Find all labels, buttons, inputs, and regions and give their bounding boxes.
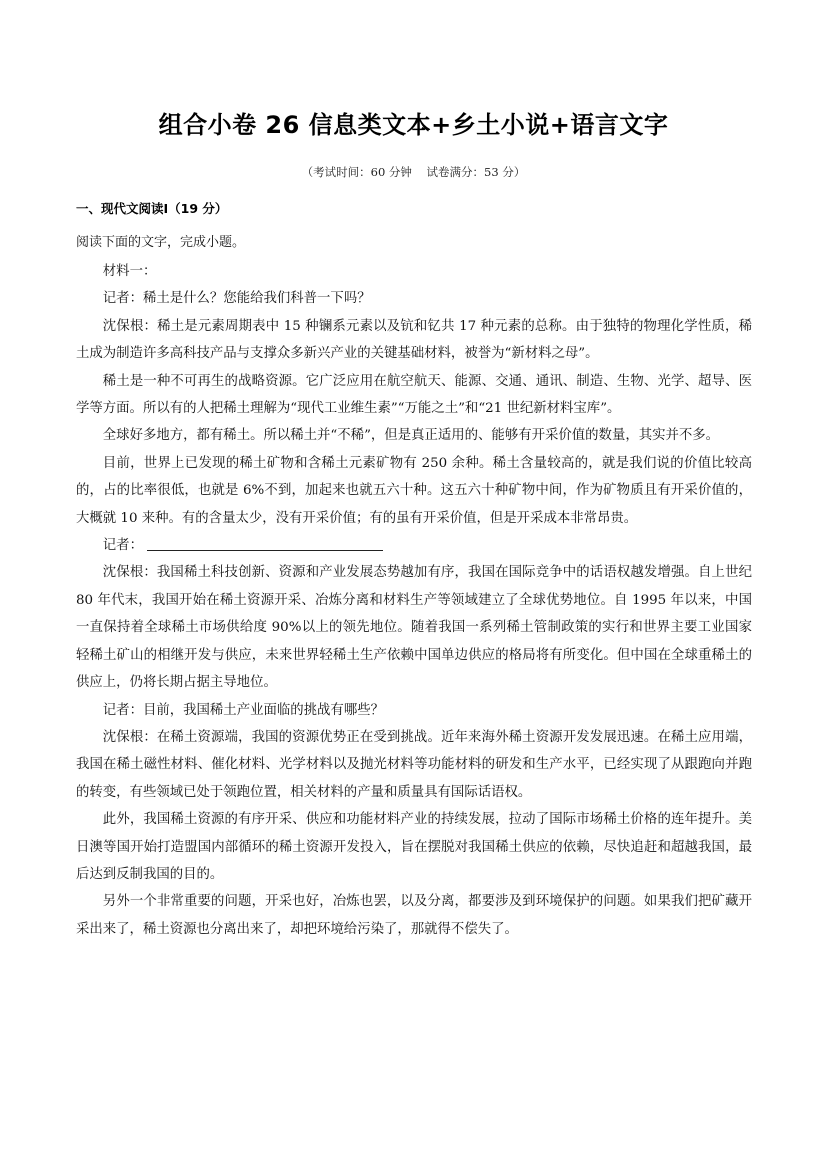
material-label: 材料一： (102, 264, 157, 279)
passage-paragraph-9: 此外，我国稀土资源的有序开采、供应和功能材料产业的持续发展，拉动了国际市场稀土价格的连年提升。美日澳等国开始打造盟国内部循环的稀土资源开发投入，旨在摆脱对我国稀土供应的依赖，尽快追赶和超越我国，最后达到反制我国的目的。 (76, 812, 752, 882)
passage-paragraph-8: 沈保根：在稀土资源端，我国的资源优势正在受到挑战。近年来海外稀土资源开发发展迅速。在稀土应用端，我国在稀土磁性材料、催化材料、光学材料以及抛光材料等功能材料的研发和生产水平，已经实现了从跟跑向并跑的转变，有些领域已处于领跑位置，相关材料的产量和质量具有国际话语权。 (76, 729, 752, 800)
passage-paragraph-2: 沈保根：稀土是元素周期表中 15 种镧系元素以及钪和钇共 17 种元素的总称。由于独特的物理化学性质，稀土成为制造许多高科技产品与支撑众多新兴产业的关键基础材料，被誉为“新材料之母”。 (76, 318, 752, 362)
passage-paragraph-5: 目前，世界上已发现的稀土矿物和含稀土元素矿物有 250 余种。稀土含量较高的，就是我们说的价值比较高的，占的比率很低，也就是 6%不到，加起来也就五六十种。这五六十种矿物中间，作为矿物质且有开采价值的，大概就 10 来种。有的含量太少，没有开采价值；有的虽有开采价值，但是开采成本非常昂贵。 (76, 455, 752, 526)
exam-info: （考试时间：60 分钟 试卷满分：53 分） (301, 165, 526, 179)
passage-paragraph-4: 全球好多地方，都有稀土。所以稀土并“不稀”，但是真正适用的、能够有开采价值的数量，其实并不多。 (102, 428, 720, 444)
passage-paragraph-10: 另外一个非常重要的问题，开采也好，冶炼也罢，以及分离，都要涉及到环境保护的问题。如果我们把矿藏开采出来了，稀土资源也分离出来了，却把环境给污染了，那就得不偿失了。 (76, 894, 752, 937)
fill-in-blank-line (147, 536, 383, 551)
reading-instruction: 阅读下面的文字，完成小题。 (76, 235, 246, 250)
page-title: 组合小卷 26 信息类文本+乡土小说+语言文字 (158, 111, 669, 139)
section-heading: 一、现代文阅读Ⅰ（19 分） (76, 201, 228, 216)
reporter-question-blank (76, 532, 752, 559)
reporter-label: 记者： (102, 538, 143, 554)
passage-paragraph-7: 记者：目前，我国稀土产业面临的挑战有哪些？ (102, 702, 384, 718)
passage-paragraph-3: 稀土是一种不可再生的战略资源。它广泛应用在航空航天、能源、交通、通讯、制造、生物、光学、超导、医学等方面。所以有的人把稀土理解为“现代工业维生素”“万能之土”和“21 世纪新材料宝库”。 (76, 373, 752, 417)
passage-paragraph-6: 沈保根：我国稀土科技创新、资源和产业发展态势越加有序，我国在国际竞争中的话语权越发增强。自上世纪 80 年代末，我国开始在稀土资源开采、冶炼分离和材料生产等领域建立了全球优势地位。自 1995 年以来，中国一直保持着全球稀土市场供给度 90%以上的领先地位。随着我国一系列稀土管制政策的实行和世界主要工业国家轻稀土矿山的相继开发与供应，未来世界轻稀土生产依赖中国单边供应的格局将有所变化。但中国在全球重稀土的供应上，仍将长期占据主导地位。 (76, 565, 752, 691)
passage-paragraph-1: 记者：稀土是什么？您能给我们科普一下吗？ (102, 291, 371, 307)
passage-body (76, 258, 752, 943)
